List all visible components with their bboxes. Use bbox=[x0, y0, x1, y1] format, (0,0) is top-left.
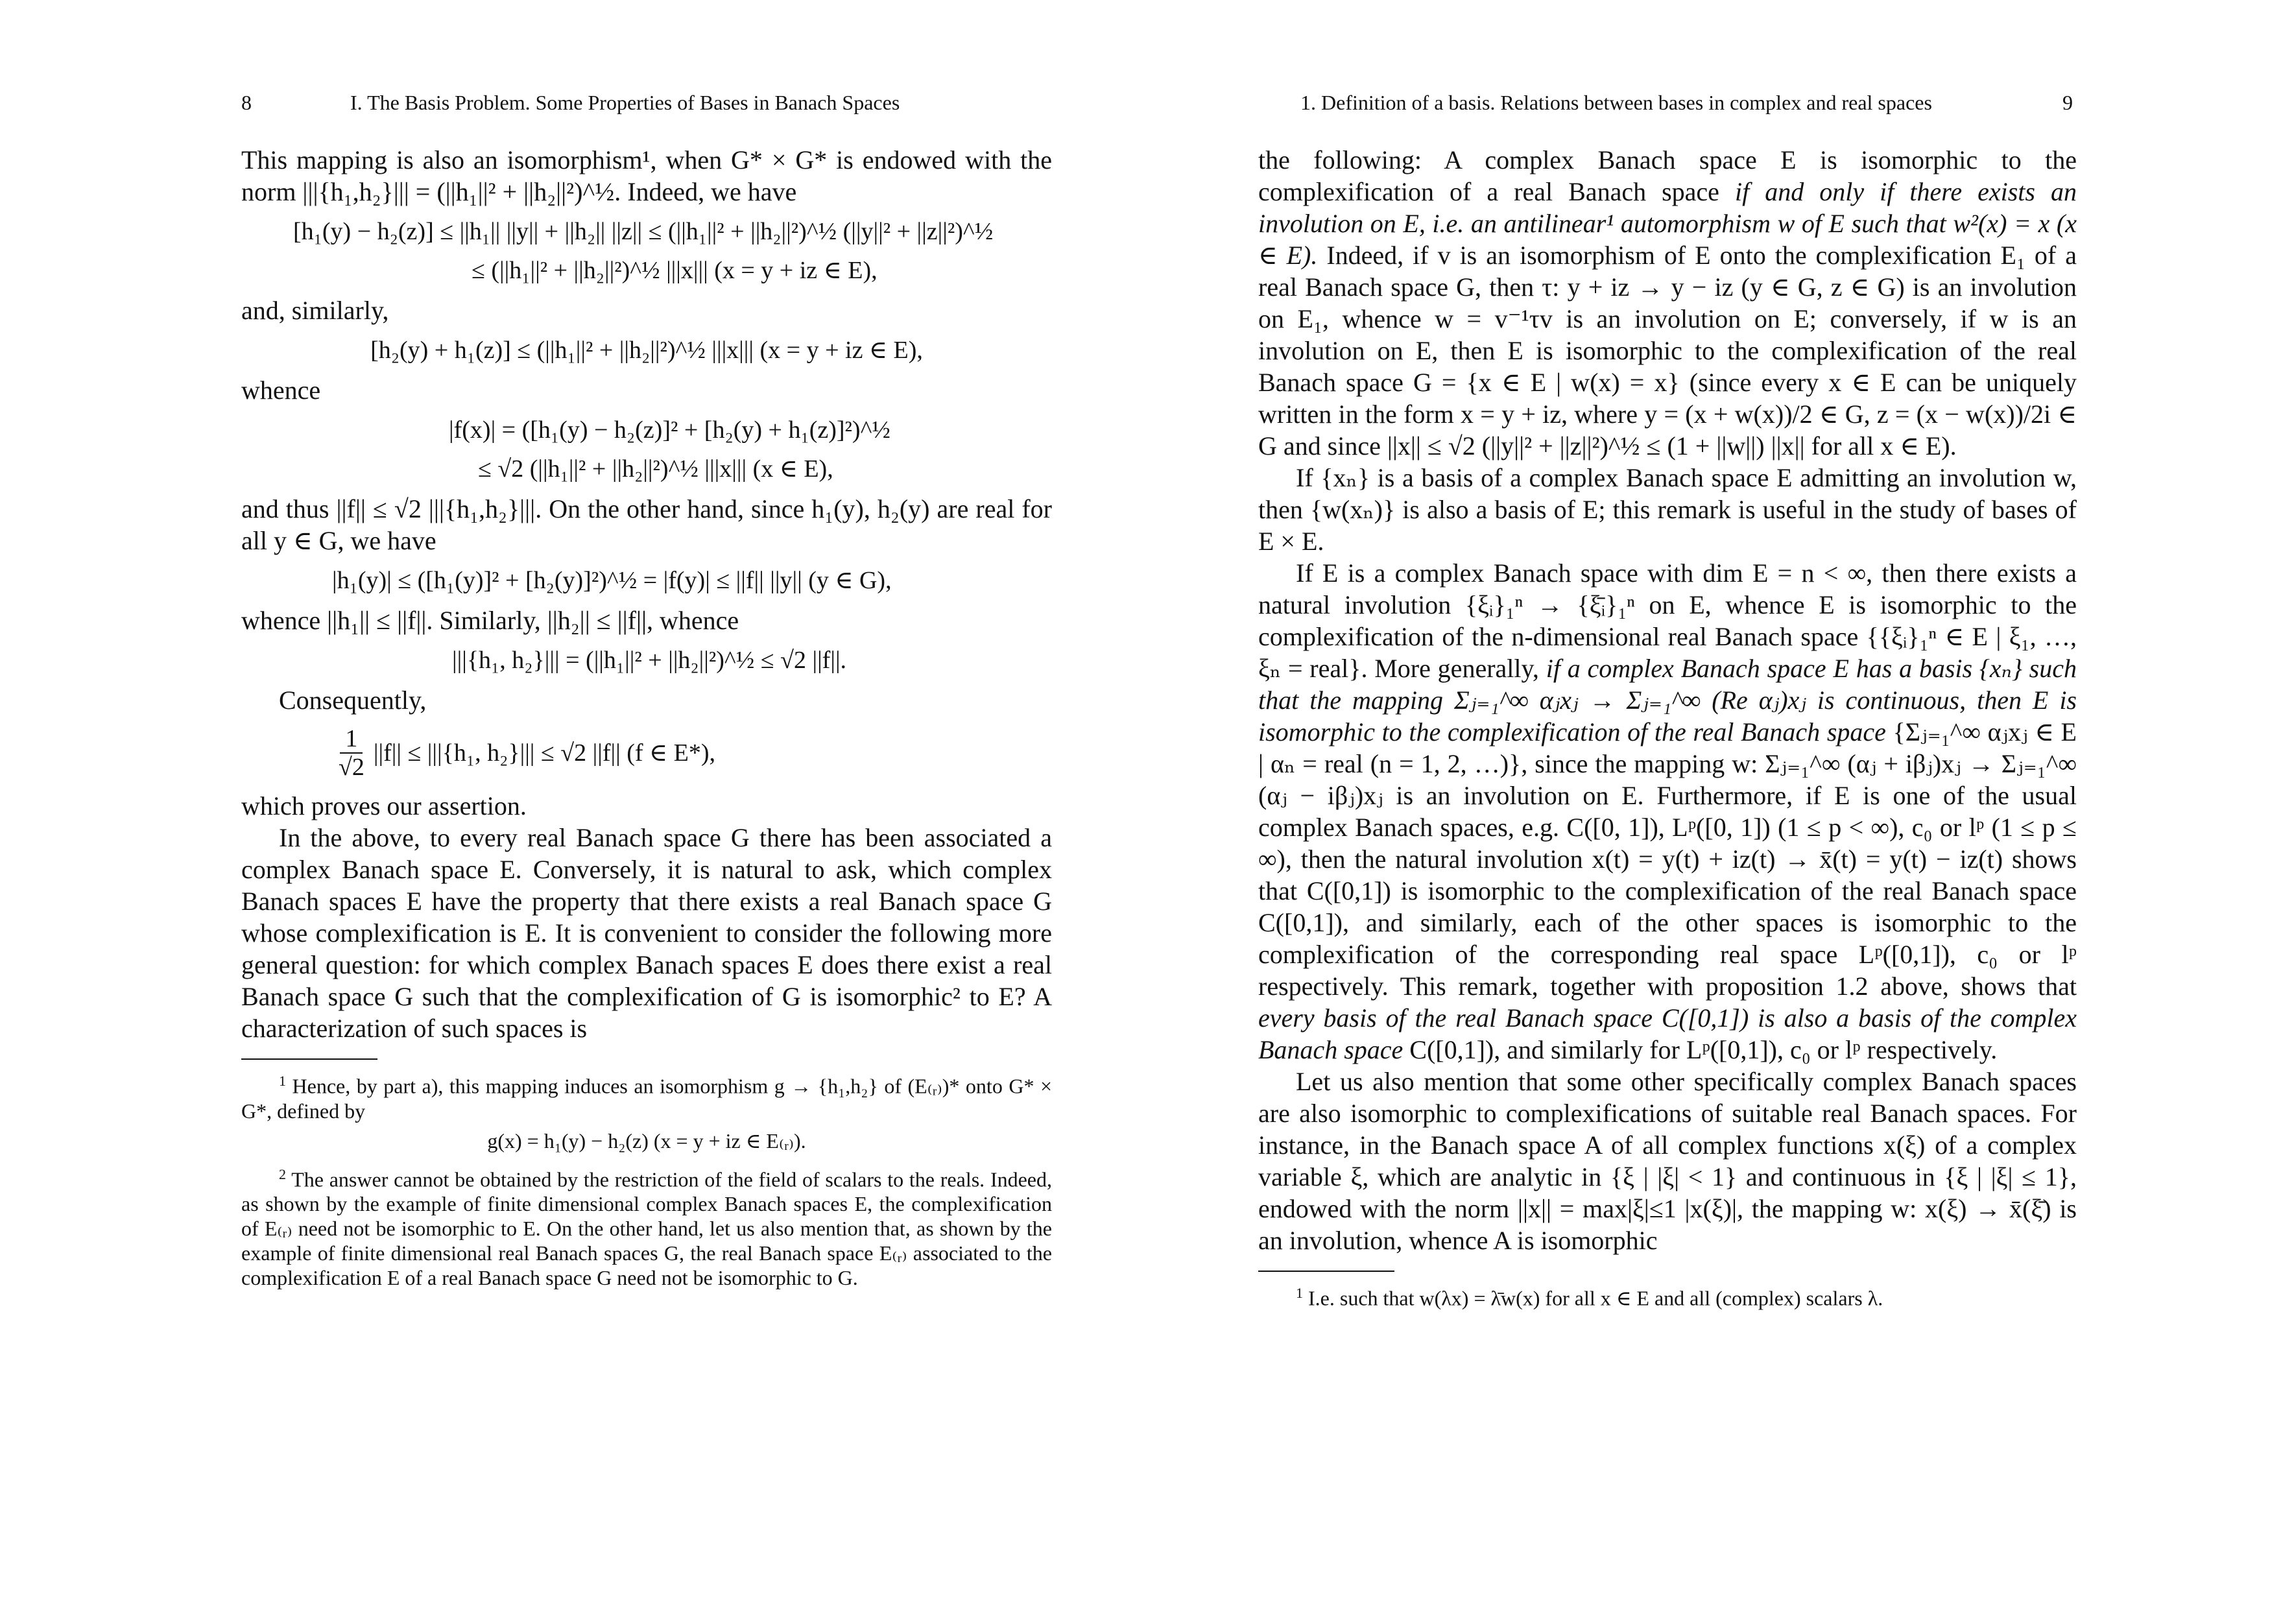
equation-line: |f(x)| = ([h₁(y) − h₂(z)]² + [h₂(y) + h₁(z)]²)^½ bbox=[449, 416, 890, 444]
left-paragraph: and thus ||f|| ≤ √2 |||{h₁,h₂}|||. On the other hand, since h₁(y), h₂(y) are real for all y ∈ G, we have bbox=[241, 494, 1052, 555]
left-running-title: I. The Basis Problem. Some Properties of Bases in Banach Spaces bbox=[350, 91, 900, 114]
left-paragraph: whence ||h₁|| ≤ ||f||. Similarly, ||h₂|| ≤ ||f||, whence bbox=[241, 606, 739, 635]
footnote-separator bbox=[241, 1058, 377, 1060]
right-footnotes bbox=[1258, 1281, 2077, 1311]
text-run: C([0,1]), and similarly for Lᵖ([0,1]), c₀ or lᵖ respectively. bbox=[1403, 1035, 1998, 1064]
left-paragraph: whence bbox=[241, 376, 321, 405]
equation-line: |||{h₁, h₂}||| = (||h₁||² + ||h₂||²)^½ ≤ √2 ||f||. bbox=[452, 647, 847, 674]
text-run: the following: A complex Banach space E is isomorphic to the complexification of a real Banach space bbox=[1258, 145, 2077, 206]
italic-text-run: if a complex Banach space E has a basis {xₙ} such that the mapping Σⱼ₌₁^∞ αⱼxⱼ → Σⱼ₌₁^∞ (Re αⱼ)xⱼ is continuous, then E is isomorphic to the complexification of the real Banach space bbox=[1258, 654, 2077, 746]
footnote-mark: 2 bbox=[279, 1165, 286, 1182]
left-paragraph: which proves our assertion. bbox=[241, 791, 527, 820]
right-text-column bbox=[1258, 144, 2077, 1315]
fraction-denominator: √2 bbox=[339, 754, 364, 781]
equation-line: ≤ (||h₁||² + ||h₂||²)^½ |||x||| (x = y + iz ∈ E), bbox=[472, 257, 878, 284]
left-footnotes bbox=[241, 1069, 1052, 1290]
footnote bbox=[241, 1069, 1052, 1123]
footnote-separator bbox=[1258, 1271, 1394, 1272]
right-paragraph: Let us also mention that some other specifically complex Banach spaces are also isomorphic to complexifications of suitable real Banach spaces. For instance, in the Banach space A of all complex functions x(ξ) of a complex variable ξ, which are analytic in {ξ | |ξ| < 1} and continuous in {ξ | |ξ| ≤ 1}, endowed with the norm ||x|| = max|ξ|≤1 |x(ξ)|, the mapping w: x(ξ) → x̄(ξ̄) is an involution, whence A is isomorphic bbox=[1258, 1067, 2077, 1255]
footnote bbox=[241, 1162, 1052, 1291]
left-page-number: 8 bbox=[241, 91, 252, 114]
text-run: {Σⱼ₌₁^∞ αⱼxⱼ ∈ E | αₙ = real (n = 1, 2, …)}, since the mapping w: Σⱼ₌₁^∞ (αⱼ + iβⱼ)xⱼ → Σⱼ₌₁^∞ (αⱼ − iβⱼ)xⱼ is an involution on E. Furthermore, if E is one of the usual complex Banach spaces, e.g. C([0, 1]), Lᵖ([0, 1]) (1 ≤ p < ∞), c₀ or lᵖ (1 ≤ p ≤ ∞), then the natural involution x(t) = y(t) + iz(t) → x̄(t) = y(t) − iz(t) shows that C([0,1]) is isomorphic to the complexification of the real Banach space C([0,1]), and similarly, each of the other spaces is isomorphic to the complexification of the corresponding real space Lᵖ([0,1]), c₀ or lᵖ respectively. This remark, together with proposition 1.2 above, shows that bbox=[1258, 717, 2077, 1001]
left-text-column bbox=[241, 144, 1052, 1294]
footnote-text: The answer cannot be obtained by the restriction of the field of scalars to the reals. Indeed, as shown by the example of finite dimensional complex Banach spaces E, the complexification of E₍ᵣ₎ need not be isomorphic to E. On the other hand, let us also mention that, as shown by the example of finite dimensional real Banach spaces G, the real Banach space E₍ᵣ₎ associated to the complexification E of a real Banach space G need not be isomorphic to G. bbox=[241, 1167, 1053, 1290]
left-paragraph: and, similarly, bbox=[241, 296, 389, 325]
italic-text-run: every basis of the real Banach space C([0,1]) is also a basis of the complex Banach space bbox=[1258, 1003, 2077, 1064]
equation-line: |h₁(y)| ≤ ([h₁(y)]² + [h₂(y)]²)^½ = |f(y)| ≤ ||f|| ||y|| (y ∈ G), bbox=[332, 567, 892, 594]
footnote-mark: 1 bbox=[279, 1073, 286, 1089]
fraction-numerator: 1 bbox=[340, 725, 363, 754]
right-page-number: 9 bbox=[2062, 91, 2073, 114]
footnote-text: Hence, by part a), this mapping induces an isomorphism g → {h₁,h₂} of (E₍ᵣ₎)* onto G* × G*, defined by bbox=[241, 1074, 1053, 1123]
italic-text-run: if and only if there exists an involution on E, i.e. an antilinear¹ automorphism w of E such that w²(x) = x (x ∈ E). bbox=[1258, 177, 2077, 270]
right-page bbox=[1135, 0, 2270, 1624]
text-run: If E is a complex Banach space with dim E = n < ∞, then there exists a natural involution {ξᵢ}₁ⁿ → {ξ̄ᵢ}₁ⁿ on E, whence E is isomorphic to the complexification of the n-dimensional real Banach space {{ξᵢ}₁ⁿ ∈ E | ξ₁, …, ξₙ = real}. More generally, bbox=[1258, 558, 2077, 683]
footnote-text: I.e. such that w(λx) = λ̄w(x) for all x ∈ E and all (complex) scalars λ. bbox=[1308, 1286, 1883, 1310]
right-paragraph: If {xₙ} is a basis of a complex Banach space E admitting an involution w, then {w(xₙ)} is also a basis of E; this remark is useful in the study of bases of E × E. bbox=[1258, 463, 2077, 556]
right-paragraph bbox=[1258, 144, 2077, 462]
left-paragraph: Consequently, bbox=[279, 686, 427, 715]
equation-rest: ||f|| ≤ |||{h₁, h₂}||| ≤ √2 ||f|| (f ∈ E*), bbox=[373, 739, 716, 767]
equation-fraction-line bbox=[241, 725, 1052, 781]
right-paragraph bbox=[1258, 557, 2077, 1066]
footnote-mark: 1 bbox=[1296, 1285, 1303, 1301]
equation-line: [h₁(y) − h₂(z)] ≤ ||h₁|| ||y|| + ||h₂|| ||z|| ≤ (||h₁||² + ||h₂||²)^½ (||y||² + ||z||²)^½ bbox=[293, 218, 994, 245]
equation-line: [h₂(y) + h₁(z)] ≤ (||h₁||² + ||h₂||²)^½ |||x||| (x = y + iz ∈ E), bbox=[370, 337, 923, 364]
footnote-equation: g(x) = h₁(y) − h₂(z) (x = y + iz ∈ E₍ᵣ₎). bbox=[487, 1128, 806, 1152]
left-paragraph: This mapping is also an isomorphism¹, when G* × G* is endowed with the norm |||{h₁,h₂}||| = (||h₁||² + ||h₂||²)^½. Indeed, we have bbox=[241, 145, 1052, 206]
text-run: Indeed, if v is an isomorphism of E onto the complexification E₁ of a real Banach space G, then τ: y + iz → y − iz (y ∈ G, z ∈ G) is an involution on E₁, whence w = v⁻¹τv is an involution on E; conversely, if w is an involution on E, then E is isomorphic to the complexification of the real Banach space G = {x ∈ E | w(x) = x} (since every x ∈ E can be uniquely written in the form x = y + iz, where y = (x + w(x))/2 ∈ G, z = (x − w(x))/2i ∈ G and since ||x|| ≤ √2 (||y||² + ||z||²)^½ ≤ (1 + ||w||) ||x|| for all x ∈ E). bbox=[1258, 241, 2077, 460]
footnote bbox=[1258, 1281, 2077, 1311]
fraction bbox=[339, 725, 364, 781]
equation-line: ≤ √2 (||h₁||² + ||h₂||²)^½ |||x||| (x ∈ E), bbox=[478, 455, 833, 483]
right-running-title: 1. Definition of a basis. Relations between bases in complex and real spaces bbox=[1300, 91, 1932, 114]
left-paragraph: In the above, to every real Banach space G there has been associated a complex Banach space E. Conversely, it is natural to ask, which complex Banach spaces E have the property that there exists a real Banach space G whose complexification is E. It is convenient to consider the following more general question: for which complex Banach spaces E does there exist a real Banach space G such that the complexification of G is isomorphic² to E? A characterization of such spaces is bbox=[241, 823, 1052, 1043]
